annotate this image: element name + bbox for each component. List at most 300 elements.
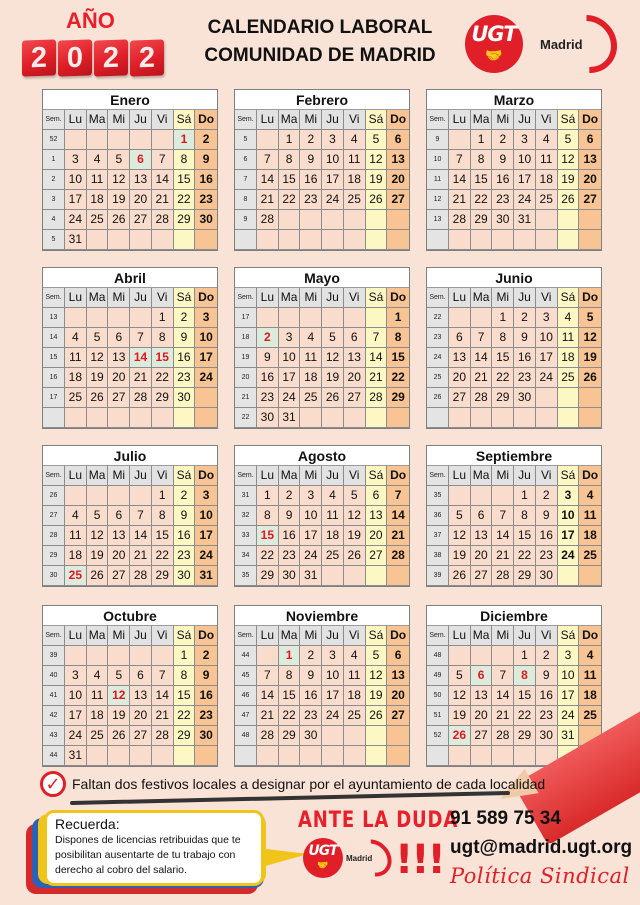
weekday-header: Mi — [108, 110, 130, 130]
day-cell: 9 — [492, 150, 514, 170]
day-cell: 2 — [492, 130, 514, 150]
day-cell — [471, 746, 493, 766]
day-cell — [279, 746, 301, 766]
contact-email[interactable]: ugt@madrid.ugt.org — [450, 837, 633, 858]
week-number: 52 — [427, 726, 449, 746]
day-cell: 15 — [387, 348, 409, 368]
week-number: 34 — [235, 546, 257, 566]
month-title: Febrero — [235, 90, 409, 110]
weekday-header: Do — [579, 466, 601, 486]
reminder-bubble — [44, 810, 264, 886]
day-cell — [449, 646, 471, 666]
day-cell: 19 — [322, 368, 344, 388]
week-number — [235, 230, 257, 250]
weekday-header: Mi — [108, 626, 130, 646]
week-number: 9 — [427, 130, 449, 150]
day-cell: 1 — [279, 130, 301, 150]
day-cell — [344, 566, 366, 586]
holiday-cell: 1 — [174, 130, 196, 150]
day-cell — [322, 210, 344, 230]
day-cell: 18 — [558, 348, 580, 368]
weekday-header: Ju — [130, 288, 152, 308]
day-cell: 22 — [279, 190, 301, 210]
day-cell: 16 — [195, 686, 217, 706]
day-cell: 21 — [152, 190, 174, 210]
day-cell: 30 — [174, 388, 196, 408]
day-cell: 24 — [322, 706, 344, 726]
day-cell — [579, 210, 601, 230]
day-cell — [65, 130, 87, 150]
day-cell — [449, 130, 471, 150]
day-cell: 13 — [344, 348, 366, 368]
day-cell — [87, 746, 109, 766]
holiday-cell: 15 — [152, 348, 174, 368]
week-number: 11 — [427, 170, 449, 190]
local-holidays-note — [40, 771, 545, 797]
day-cell — [366, 746, 388, 766]
weekday-header: Sá — [366, 110, 388, 130]
week-number: 5 — [43, 230, 65, 250]
weekday-header: Sá — [558, 288, 580, 308]
department-signature: Política Sindical — [450, 864, 630, 888]
day-cell: 1 — [152, 308, 174, 328]
day-cell — [449, 486, 471, 506]
week-number: 12 — [427, 190, 449, 210]
day-cell — [195, 746, 217, 766]
month-enero — [42, 89, 218, 251]
weekday-header: Do — [387, 466, 409, 486]
day-cell: 5 — [108, 666, 130, 686]
day-cell — [492, 486, 514, 506]
day-cell: 21 — [257, 706, 279, 726]
day-cell: 29 — [174, 726, 196, 746]
day-cell — [492, 230, 514, 250]
day-cell: 1 — [514, 486, 536, 506]
day-cell: 27 — [579, 190, 601, 210]
week-number: 35 — [427, 486, 449, 506]
weekday-header: Ju — [322, 466, 344, 486]
day-cell: 4 — [87, 666, 109, 686]
day-cell: 8 — [152, 328, 174, 348]
day-cell — [387, 230, 409, 250]
month-days-grid — [235, 288, 409, 428]
week-number: 42 — [43, 706, 65, 726]
day-cell: 14 — [152, 170, 174, 190]
month-agosto — [234, 445, 410, 587]
day-cell — [471, 408, 493, 428]
weekday-header: Lu — [449, 626, 471, 646]
day-cell — [471, 486, 493, 506]
year-cubes — [22, 40, 164, 76]
weekday-header: Do — [579, 626, 601, 646]
month-days-grid — [43, 626, 217, 766]
day-cell: 22 — [152, 368, 174, 388]
day-cell: 18 — [344, 686, 366, 706]
day-cell: 31 — [195, 566, 217, 586]
month-days-grid — [427, 626, 601, 766]
day-cell — [195, 408, 217, 428]
day-cell: 16 — [195, 170, 217, 190]
week-number: 27 — [43, 506, 65, 526]
day-cell — [87, 230, 109, 250]
day-cell — [558, 230, 580, 250]
day-cell: 22 — [514, 546, 536, 566]
day-cell — [579, 408, 601, 428]
day-cell — [300, 230, 322, 250]
day-cell: 1 — [492, 308, 514, 328]
day-cell — [449, 308, 471, 328]
day-cell — [579, 566, 601, 586]
day-cell: 30 — [195, 726, 217, 746]
day-cell: 7 — [366, 328, 388, 348]
weekday-header: Lu — [449, 288, 471, 308]
week-number: 25 — [427, 368, 449, 388]
day-cell: 8 — [174, 150, 196, 170]
weekday-header: Vi — [536, 626, 558, 646]
footer-logo-arc-icon — [347, 832, 399, 884]
day-cell: 6 — [366, 486, 388, 506]
day-cell: 23 — [195, 706, 217, 726]
day-cell: 7 — [152, 150, 174, 170]
day-cell: 17 — [536, 348, 558, 368]
day-cell: 21 — [130, 546, 152, 566]
week-number: 31 — [235, 486, 257, 506]
weekday-header: Mi — [300, 288, 322, 308]
day-cell: 28 — [152, 210, 174, 230]
week-number: 45 — [235, 666, 257, 686]
day-cell: 31 — [65, 230, 87, 250]
day-cell: 31 — [558, 726, 580, 746]
day-cell: 3 — [65, 150, 87, 170]
day-cell: 29 — [152, 566, 174, 586]
day-cell: 2 — [174, 308, 196, 328]
day-cell: 26 — [108, 210, 130, 230]
weekday-header: Ma — [87, 110, 109, 130]
weekday-header: Mi — [492, 288, 514, 308]
week-number: 1 — [43, 150, 65, 170]
day-cell: 9 — [536, 506, 558, 526]
weekday-header: Sá — [366, 466, 388, 486]
day-cell: 30 — [536, 566, 558, 586]
footer-ugt-logo-text: UGT — [308, 843, 338, 859]
day-cell: 2 — [174, 486, 196, 506]
week-number: 50 — [427, 686, 449, 706]
day-cell: 18 — [536, 170, 558, 190]
week-number — [427, 746, 449, 766]
day-cell: 4 — [344, 646, 366, 666]
day-cell: 2 — [300, 130, 322, 150]
weekday-header: Lu — [449, 110, 471, 130]
day-cell: 23 — [279, 546, 301, 566]
day-cell: 4 — [65, 506, 87, 526]
day-cell: 24 — [65, 726, 87, 746]
day-cell — [449, 230, 471, 250]
reminder-callout — [18, 810, 258, 895]
day-cell: 30 — [514, 388, 536, 408]
day-cell: 25 — [322, 546, 344, 566]
day-cell — [387, 408, 409, 428]
day-cell: 3 — [536, 308, 558, 328]
weekday-header: Vi — [344, 626, 366, 646]
day-cell: 25 — [344, 190, 366, 210]
day-cell: 15 — [279, 686, 301, 706]
day-cell: 28 — [130, 388, 152, 408]
day-cell — [130, 230, 152, 250]
day-cell: 26 — [108, 726, 130, 746]
day-cell: 8 — [387, 328, 409, 348]
day-cell: 22 — [492, 368, 514, 388]
day-cell — [536, 408, 558, 428]
day-cell: 19 — [108, 190, 130, 210]
day-cell — [130, 746, 152, 766]
month-title: Marzo — [427, 90, 601, 110]
month-days-grid — [427, 288, 601, 428]
weekday-header: Ju — [514, 466, 536, 486]
day-cell: 8 — [471, 150, 493, 170]
weekday-header: Sá — [174, 288, 196, 308]
day-cell: 13 — [366, 506, 388, 526]
week-number: 44 — [43, 746, 65, 766]
holiday-cell: 1 — [279, 646, 301, 666]
weekday-header: Sá — [174, 110, 196, 130]
weekday-header: Mi — [492, 466, 514, 486]
week-number: 26 — [427, 388, 449, 408]
day-cell — [344, 230, 366, 250]
day-cell — [344, 308, 366, 328]
day-cell — [514, 230, 536, 250]
day-cell: 14 — [152, 686, 174, 706]
day-cell — [257, 746, 279, 766]
week-number: 26 — [43, 486, 65, 506]
week-number: 10 — [427, 150, 449, 170]
weekday-header: Vi — [152, 466, 174, 486]
day-cell: 28 — [449, 210, 471, 230]
day-cell: 14 — [257, 686, 279, 706]
day-cell: 5 — [558, 130, 580, 150]
day-cell: 2 — [195, 130, 217, 150]
day-cell — [279, 230, 301, 250]
weekday-header: Sem. — [43, 626, 65, 646]
day-cell: 24 — [195, 368, 217, 388]
weekday-header: Vi — [536, 288, 558, 308]
day-cell: 3 — [195, 308, 217, 328]
week-number: 4 — [43, 210, 65, 230]
day-cell: 23 — [300, 190, 322, 210]
weekday-header: Sá — [558, 626, 580, 646]
day-cell: 14 — [257, 170, 279, 190]
day-cell — [87, 408, 109, 428]
day-cell: 26 — [87, 388, 109, 408]
day-cell: 30 — [257, 408, 279, 428]
weekday-header: Lu — [257, 626, 279, 646]
weekday-header: Ju — [514, 288, 536, 308]
day-cell: 17 — [279, 368, 301, 388]
day-cell: 17 — [322, 686, 344, 706]
day-cell: 23 — [536, 546, 558, 566]
day-cell — [514, 746, 536, 766]
day-cell: 13 — [130, 170, 152, 190]
week-number: 3 — [43, 190, 65, 210]
bubble-tail — [258, 848, 308, 868]
weekday-header: Sem. — [235, 288, 257, 308]
footer-handshake-icon: 🤝 — [317, 861, 329, 871]
day-cell: 20 — [130, 706, 152, 726]
week-number: 7 — [235, 170, 257, 190]
day-cell: 1 — [471, 130, 493, 150]
day-cell: 1 — [174, 646, 196, 666]
day-cell: 2 — [514, 308, 536, 328]
day-cell — [65, 646, 87, 666]
day-cell — [108, 130, 130, 150]
holiday-cell: 6 — [471, 666, 493, 686]
weekday-header: Do — [195, 626, 217, 646]
day-cell: 16 — [300, 170, 322, 190]
day-cell: 12 — [87, 348, 109, 368]
weekday-header: Sá — [366, 288, 388, 308]
weekday-header: Sem. — [427, 626, 449, 646]
day-cell — [579, 388, 601, 408]
day-cell: 11 — [536, 150, 558, 170]
week-number: 19 — [235, 348, 257, 368]
day-cell: 30 — [300, 726, 322, 746]
month-title: Diciembre — [427, 606, 601, 626]
day-cell: 9 — [195, 150, 217, 170]
weekday-header: Mi — [300, 466, 322, 486]
day-cell: 18 — [300, 368, 322, 388]
weekday-header: Do — [195, 110, 217, 130]
week-number: 8 — [235, 190, 257, 210]
week-number: 48 — [427, 646, 449, 666]
logo-arc-icon — [547, 3, 629, 85]
day-cell: 23 — [514, 368, 536, 388]
day-cell: 29 — [471, 210, 493, 230]
day-cell: 22 — [257, 546, 279, 566]
day-cell: 23 — [492, 190, 514, 210]
day-cell — [322, 726, 344, 746]
day-cell: 26 — [87, 566, 109, 586]
day-cell — [449, 408, 471, 428]
week-number: 38 — [427, 546, 449, 566]
week-number: 24 — [427, 348, 449, 368]
weekday-header: Vi — [536, 466, 558, 486]
day-cell: 26 — [344, 546, 366, 566]
day-cell — [300, 308, 322, 328]
ugt-logo — [465, 15, 523, 73]
day-cell: 15 — [152, 526, 174, 546]
day-cell — [322, 408, 344, 428]
weekday-header: Ma — [471, 110, 493, 130]
weekday-header: Ma — [279, 288, 301, 308]
day-cell: 7 — [387, 486, 409, 506]
day-cell: 21 — [387, 526, 409, 546]
day-cell: 19 — [87, 546, 109, 566]
day-cell: 16 — [279, 526, 301, 546]
day-cell: 21 — [257, 190, 279, 210]
day-cell: 5 — [87, 328, 109, 348]
day-cell — [471, 230, 493, 250]
weekday-header: Sem. — [235, 110, 257, 130]
day-cell: 4 — [65, 328, 87, 348]
week-number: 18 — [235, 328, 257, 348]
month-title: Abril — [43, 268, 217, 288]
day-cell: 29 — [514, 726, 536, 746]
day-cell — [449, 746, 471, 766]
day-cell — [108, 486, 130, 506]
day-cell: 30 — [195, 210, 217, 230]
contact-phone[interactable]: 91 589 75 34 — [450, 808, 561, 829]
weekday-header: Lu — [65, 626, 87, 646]
day-cell: 2 — [279, 486, 301, 506]
day-cell: 15 — [174, 170, 196, 190]
weekday-header: Do — [387, 626, 409, 646]
day-cell: 1 — [387, 308, 409, 328]
weekday-header: Do — [195, 288, 217, 308]
weekday-header: Mi — [492, 110, 514, 130]
day-cell: 20 — [387, 686, 409, 706]
weekday-header: Mi — [108, 288, 130, 308]
day-cell: 8 — [174, 666, 196, 686]
day-cell — [152, 130, 174, 150]
day-cell: 14 — [492, 526, 514, 546]
day-cell: 18 — [344, 170, 366, 190]
holiday-cell: 6 — [130, 150, 152, 170]
month-title: Agosto — [235, 446, 409, 466]
day-cell — [492, 408, 514, 428]
week-number: 22 — [427, 308, 449, 328]
day-cell — [558, 408, 580, 428]
holiday-cell: 14 — [130, 348, 152, 368]
day-cell — [492, 646, 514, 666]
day-cell: 12 — [449, 526, 471, 546]
day-cell: 8 — [279, 150, 301, 170]
day-cell: 14 — [366, 348, 388, 368]
day-cell: 4 — [536, 130, 558, 150]
week-number: 36 — [427, 506, 449, 526]
day-cell: 29 — [152, 388, 174, 408]
day-cell — [322, 566, 344, 586]
weekday-header: Ma — [87, 626, 109, 646]
day-cell: 20 — [387, 170, 409, 190]
day-cell: 23 — [195, 190, 217, 210]
week-number: 46 — [235, 686, 257, 706]
day-cell: 5 — [366, 130, 388, 150]
day-cell — [87, 308, 109, 328]
day-cell: 13 — [579, 150, 601, 170]
day-cell — [387, 746, 409, 766]
month-days-grid — [43, 110, 217, 250]
weekday-header: Ma — [279, 466, 301, 486]
day-cell: 20 — [471, 706, 493, 726]
weekday-header: Sem. — [43, 288, 65, 308]
day-cell: 4 — [87, 150, 109, 170]
year-label: AÑO — [66, 8, 115, 33]
footer-logo-region: Madrid — [346, 854, 373, 863]
day-cell: 19 — [449, 546, 471, 566]
day-cell: 21 — [492, 546, 514, 566]
month-octubre — [42, 605, 218, 767]
day-cell: 17 — [514, 170, 536, 190]
weekday-header: Sá — [174, 626, 196, 646]
logo-region: Madrid — [540, 37, 583, 52]
day-cell: 28 — [492, 726, 514, 746]
day-cell — [130, 130, 152, 150]
day-cell: 5 — [87, 506, 109, 526]
day-cell: 20 — [344, 368, 366, 388]
day-cell: 9 — [300, 666, 322, 686]
weekday-header: Lu — [65, 466, 87, 486]
day-cell: 24 — [536, 368, 558, 388]
day-cell: 17 — [300, 526, 322, 546]
